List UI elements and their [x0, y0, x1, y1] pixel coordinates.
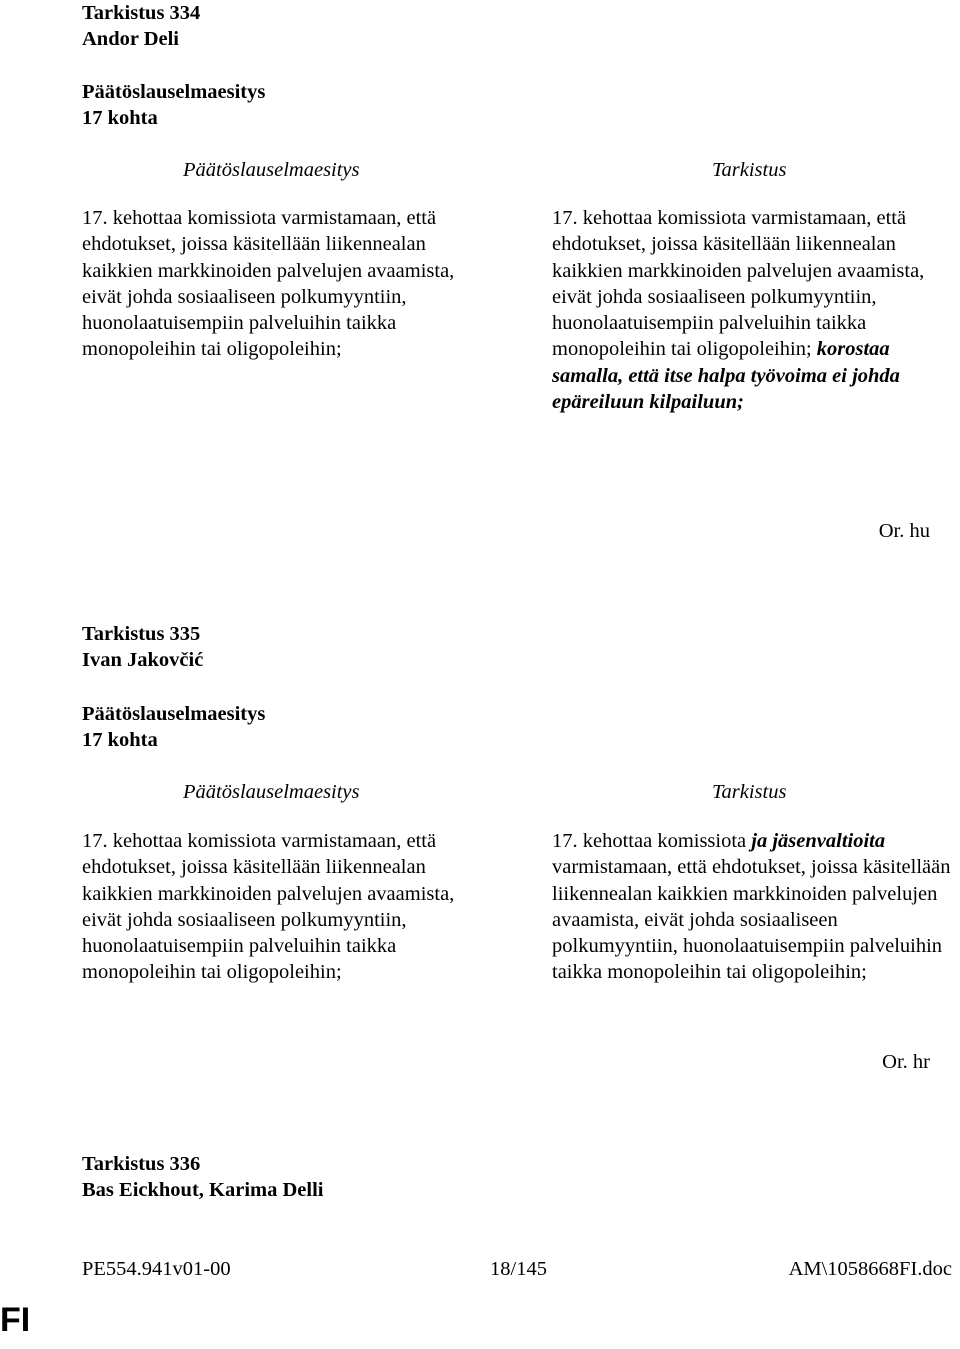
- amended-text: [552, 205, 952, 415]
- column-header-left: Päätöslauselmaesitys: [183, 159, 360, 181]
- amendment-author: Andor Deli: [82, 28, 180, 50]
- amended-text-added: ja jäsenvaltioita: [751, 830, 886, 852]
- amended-text-unchanged: 17. kehottaa komissiota: [552, 830, 752, 852]
- original-language: Or. hr: [882, 1051, 930, 1073]
- language-tag: FI: [0, 1301, 31, 1339]
- amended-text-unchanged: 17. kehottaa komissiota varmistamaan, että ehdotukset, joissa käsitellään liikennealan kaikkien markkinoiden palvelujen avaamista, eivät johda sosiaaliseen polkumyyntiin, huonolaatuisempiin palveluihin taikka monopoleihin tai oligopoleihin;: [552, 207, 925, 361]
- amendment-author: Bas Eickhout, Karima Delli: [82, 1179, 324, 1201]
- footer-doc-ref: PE554.941v01-00: [82, 1258, 231, 1280]
- footer-page-number: 18/145: [490, 1258, 547, 1280]
- amended-text-unchanged: varmistamaan, että ehdotukset, joissa käsitellään liikennealan kaikkien markkinoiden palvelujen avaamista, eivät johda sosiaaliseen polkumyyntiin, huonolaatuisempiin palveluihin taikka monopoleihin tai oligopoleihin;: [552, 856, 951, 984]
- amendment-title: Tarkistus 336: [82, 1153, 201, 1175]
- footer-file-ref: AM\1058668FI.doc: [788, 1258, 952, 1280]
- original-language: Or. hu: [878, 520, 930, 542]
- amended-text-added: korostaa samalla, että itse halpa työvoima ei johda epäreiluun kilpailuun;: [552, 338, 900, 414]
- amendment-title: Tarkistus 335: [82, 623, 201, 645]
- amendment-target-doc: Päätöslauselmaesitys: [82, 81, 266, 103]
- amended-text: [552, 828, 952, 986]
- column-header-right: Tarkistus: [712, 159, 787, 181]
- amendment-target-doc: Päätöslauselmaesitys: [82, 703, 266, 725]
- column-header-left: Päätöslauselmaesitys: [183, 781, 360, 803]
- amendment-target-section: 17 kohta: [82, 107, 158, 129]
- original-text: 17. kehottaa komissiota varmistamaan, että ehdotukset, joissa käsitellään liikennealan kaikkien markkinoiden palvelujen avaamista, eivät johda sosiaaliseen polkumyyntiin, huonolaatuisempiin palveluihin taikka monopoleihin tai oligopoleihin;: [82, 830, 455, 984]
- column-header-right: Tarkistus: [712, 781, 787, 803]
- original-text: 17. kehottaa komissiota varmistamaan, että ehdotukset, joissa käsitellään liikennealan kaikkien markkinoiden palvelujen avaamista, eivät johda sosiaaliseen polkumyyntiin, huonolaatuisempiin palveluihin taikka monopoleihin tai oligopoleihin;: [82, 207, 455, 361]
- amendment-title: Tarkistus 334: [82, 2, 201, 24]
- amendment-author: Ivan Jakovčić: [82, 649, 204, 671]
- amendment-target-section: 17 kohta: [82, 729, 158, 751]
